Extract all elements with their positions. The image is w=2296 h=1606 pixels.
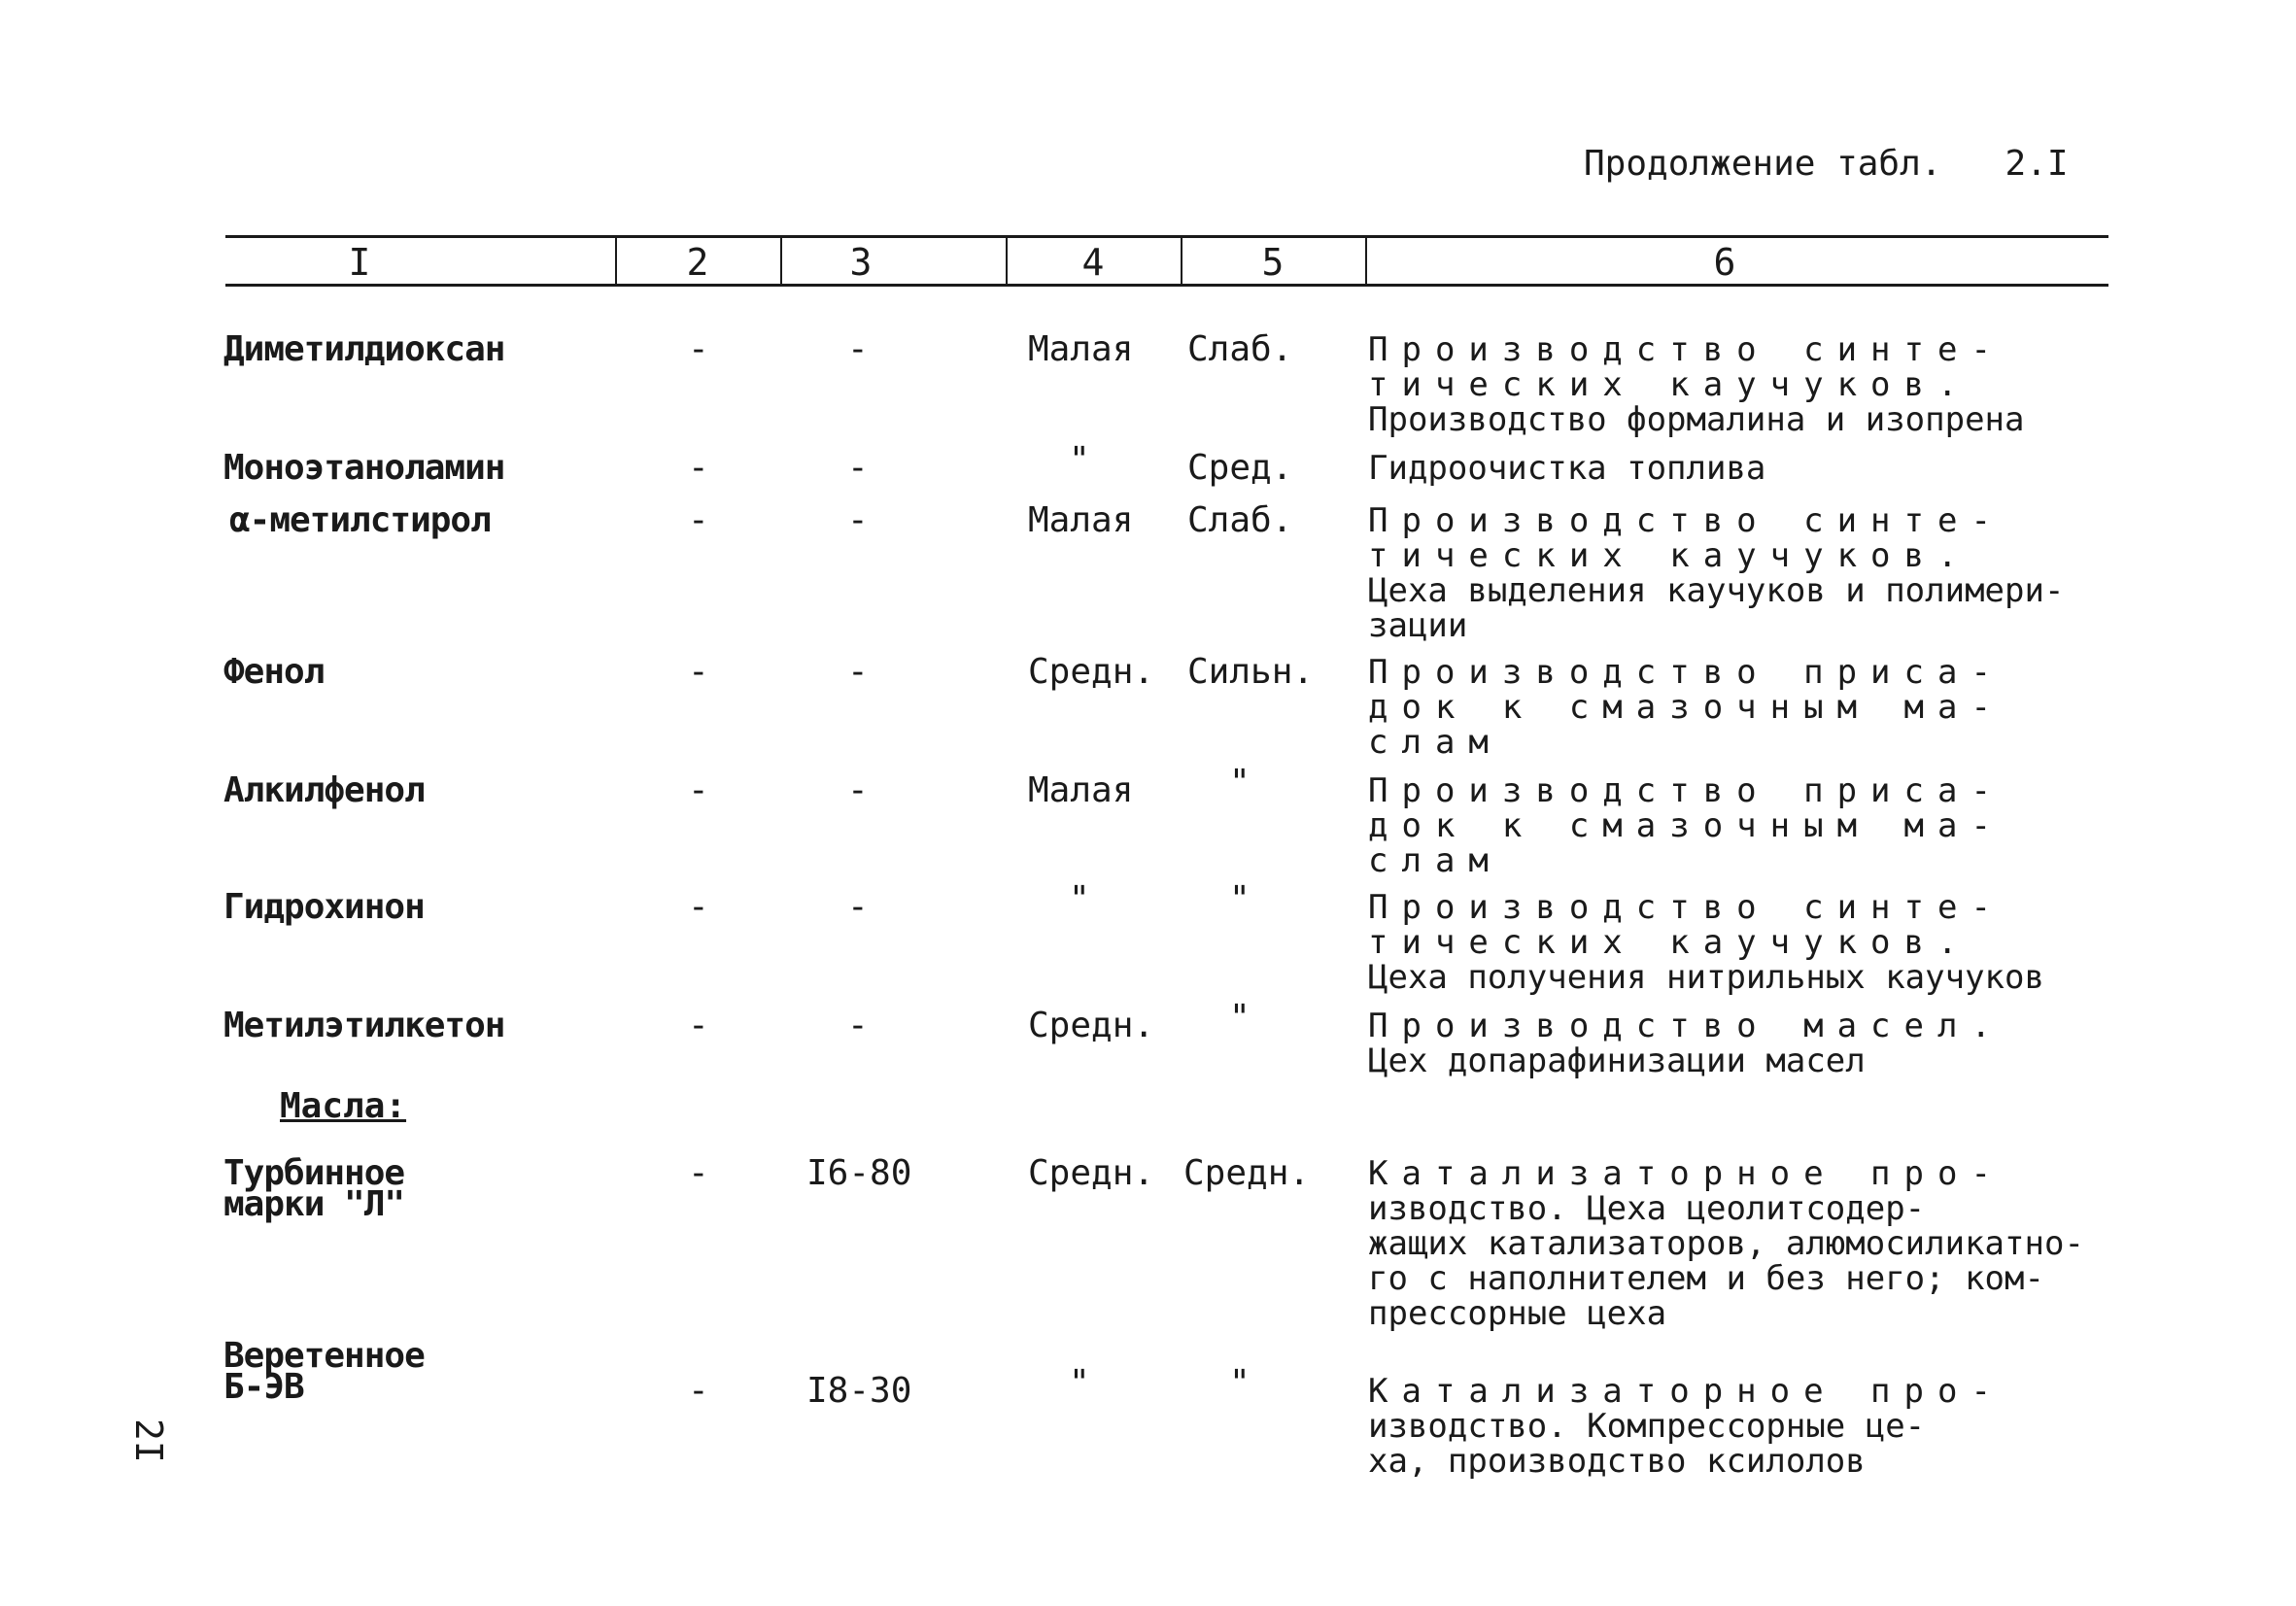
description-line: изводство. Цеха цеолитсодер-: [1368, 1189, 1926, 1228]
oil-name: Веретенное: [223, 1336, 425, 1376]
col5-value: Средн.: [1183, 1153, 1311, 1193]
col2-value: -: [688, 329, 709, 369]
col5-value: Слаб.: [1187, 329, 1293, 369]
description-line: Катализаторное про-: [1368, 1154, 2005, 1193]
description-line: жащих катализаторов, алюмосиликатно-: [1368, 1224, 2084, 1263]
col2-value: -: [688, 770, 709, 810]
description-line: изводство. Компрессорные це-: [1368, 1407, 1926, 1446]
col5-value: ": [1229, 1363, 1251, 1403]
substance-name: Фенол: [223, 652, 325, 692]
table-header-bottom-rule: [225, 284, 2108, 287]
column-header-1: I: [348, 241, 371, 284]
description-line: слам: [1368, 841, 1502, 880]
column-header-5: 5: [1261, 241, 1285, 284]
description-line: го с наполнителем и без него; ком-: [1368, 1259, 2044, 1298]
col4-value: Малая: [1028, 770, 1134, 810]
col3-value: -: [847, 448, 869, 488]
col3-value: -: [847, 652, 869, 692]
col4-value: ": [1069, 879, 1090, 919]
description-line: Катализаторное про-: [1368, 1372, 2005, 1411]
col5-value: ": [1229, 879, 1251, 919]
oil-name: Турбинное: [223, 1153, 405, 1193]
description-line: Гидроочистка топлива: [1368, 449, 1766, 488]
col2-value: -: [688, 500, 709, 540]
col2-value: -: [688, 1371, 709, 1411]
col2-value: -: [688, 887, 709, 927]
description-line: Производство синте-: [1368, 888, 2005, 927]
description-line: тических каучуков.: [1368, 536, 1971, 575]
col5-value: ": [1229, 998, 1251, 1038]
description-line: Цех допарафинизации масел: [1368, 1042, 1866, 1080]
col5-value: Слаб.: [1187, 500, 1293, 540]
column-divider: [1181, 235, 1182, 286]
col2-value: -: [688, 1006, 709, 1045]
description-line: док к смазочным ма-: [1368, 806, 2005, 845]
col4-value: ": [1069, 1363, 1090, 1403]
description-line: Производство синте-: [1368, 330, 2005, 369]
table-top-rule: [225, 235, 2108, 238]
col3-value: -: [847, 770, 869, 810]
column-divider: [780, 235, 782, 286]
col5-value: Сильн.: [1187, 652, 1315, 692]
description-line: Цеха получения нитрильных каучуков: [1368, 958, 2044, 997]
page-number: 2I: [127, 1418, 170, 1463]
substance-name: Алкилфенол: [223, 770, 425, 810]
substance-name: α-метилстирол: [229, 500, 491, 540]
col2-value: -: [688, 652, 709, 692]
substance-name: Моноэтаноламин: [223, 448, 505, 488]
substance-name: Метилэтилкетон: [223, 1006, 505, 1045]
description-line: тических каучуков.: [1368, 365, 1971, 404]
description-line: слам: [1368, 723, 1502, 762]
col5-value: Сред.: [1187, 448, 1293, 488]
description-line: Производство масел.: [1368, 1007, 2005, 1045]
col4-value: ": [1069, 440, 1090, 480]
column-divider: [1006, 235, 1008, 286]
substance-name: Диметилдиоксан: [223, 329, 505, 369]
col3-value: -: [847, 1006, 869, 1045]
section-title: Масла:: [280, 1086, 407, 1126]
col2-value: -: [688, 1153, 709, 1193]
description-line: тических каучуков.: [1368, 923, 1971, 962]
column-divider: [615, 235, 617, 286]
description-line: док к смазочным ма-: [1368, 688, 2005, 727]
table-continuation-caption: Продолжение табл. 2.I: [1584, 144, 2069, 184]
column-header-3: 3: [849, 241, 873, 284]
description-line: Производство приса-: [1368, 653, 2005, 692]
description-line: прессорные цеха: [1368, 1294, 1667, 1333]
col3-value: I8-30: [806, 1371, 912, 1411]
column-header-2: 2: [686, 241, 709, 284]
col3-value: -: [847, 887, 869, 927]
col4-value: Средн.: [1028, 1153, 1155, 1193]
col4-value: Малая: [1028, 329, 1134, 369]
oil-name: марки "Л": [223, 1184, 405, 1224]
description-line: ха, производство ксилолов: [1368, 1442, 1866, 1481]
col5-value: ": [1229, 763, 1251, 803]
col4-value: Средн.: [1028, 1006, 1155, 1045]
column-header-6: 6: [1713, 241, 1736, 284]
description-line: Цеха выделения каучуков и полимери-: [1368, 571, 2065, 610]
column-header-4: 4: [1081, 241, 1105, 284]
description-line: зации: [1368, 606, 1468, 645]
description-line: Производство приса-: [1368, 771, 2005, 810]
oil-name: Б-ЭВ: [223, 1367, 304, 1407]
col4-value: Средн.: [1028, 652, 1155, 692]
col2-value: -: [688, 448, 709, 488]
description-line: Производство формалина и изопрена: [1368, 400, 2025, 439]
col3-value: I6-80: [806, 1153, 912, 1193]
column-divider: [1365, 235, 1367, 286]
substance-name: Гидрохинон: [223, 887, 425, 927]
col3-value: -: [847, 329, 869, 369]
col4-value: Малая: [1028, 500, 1134, 540]
description-line: Производство синте-: [1368, 501, 2005, 540]
col3-value: -: [847, 500, 869, 540]
